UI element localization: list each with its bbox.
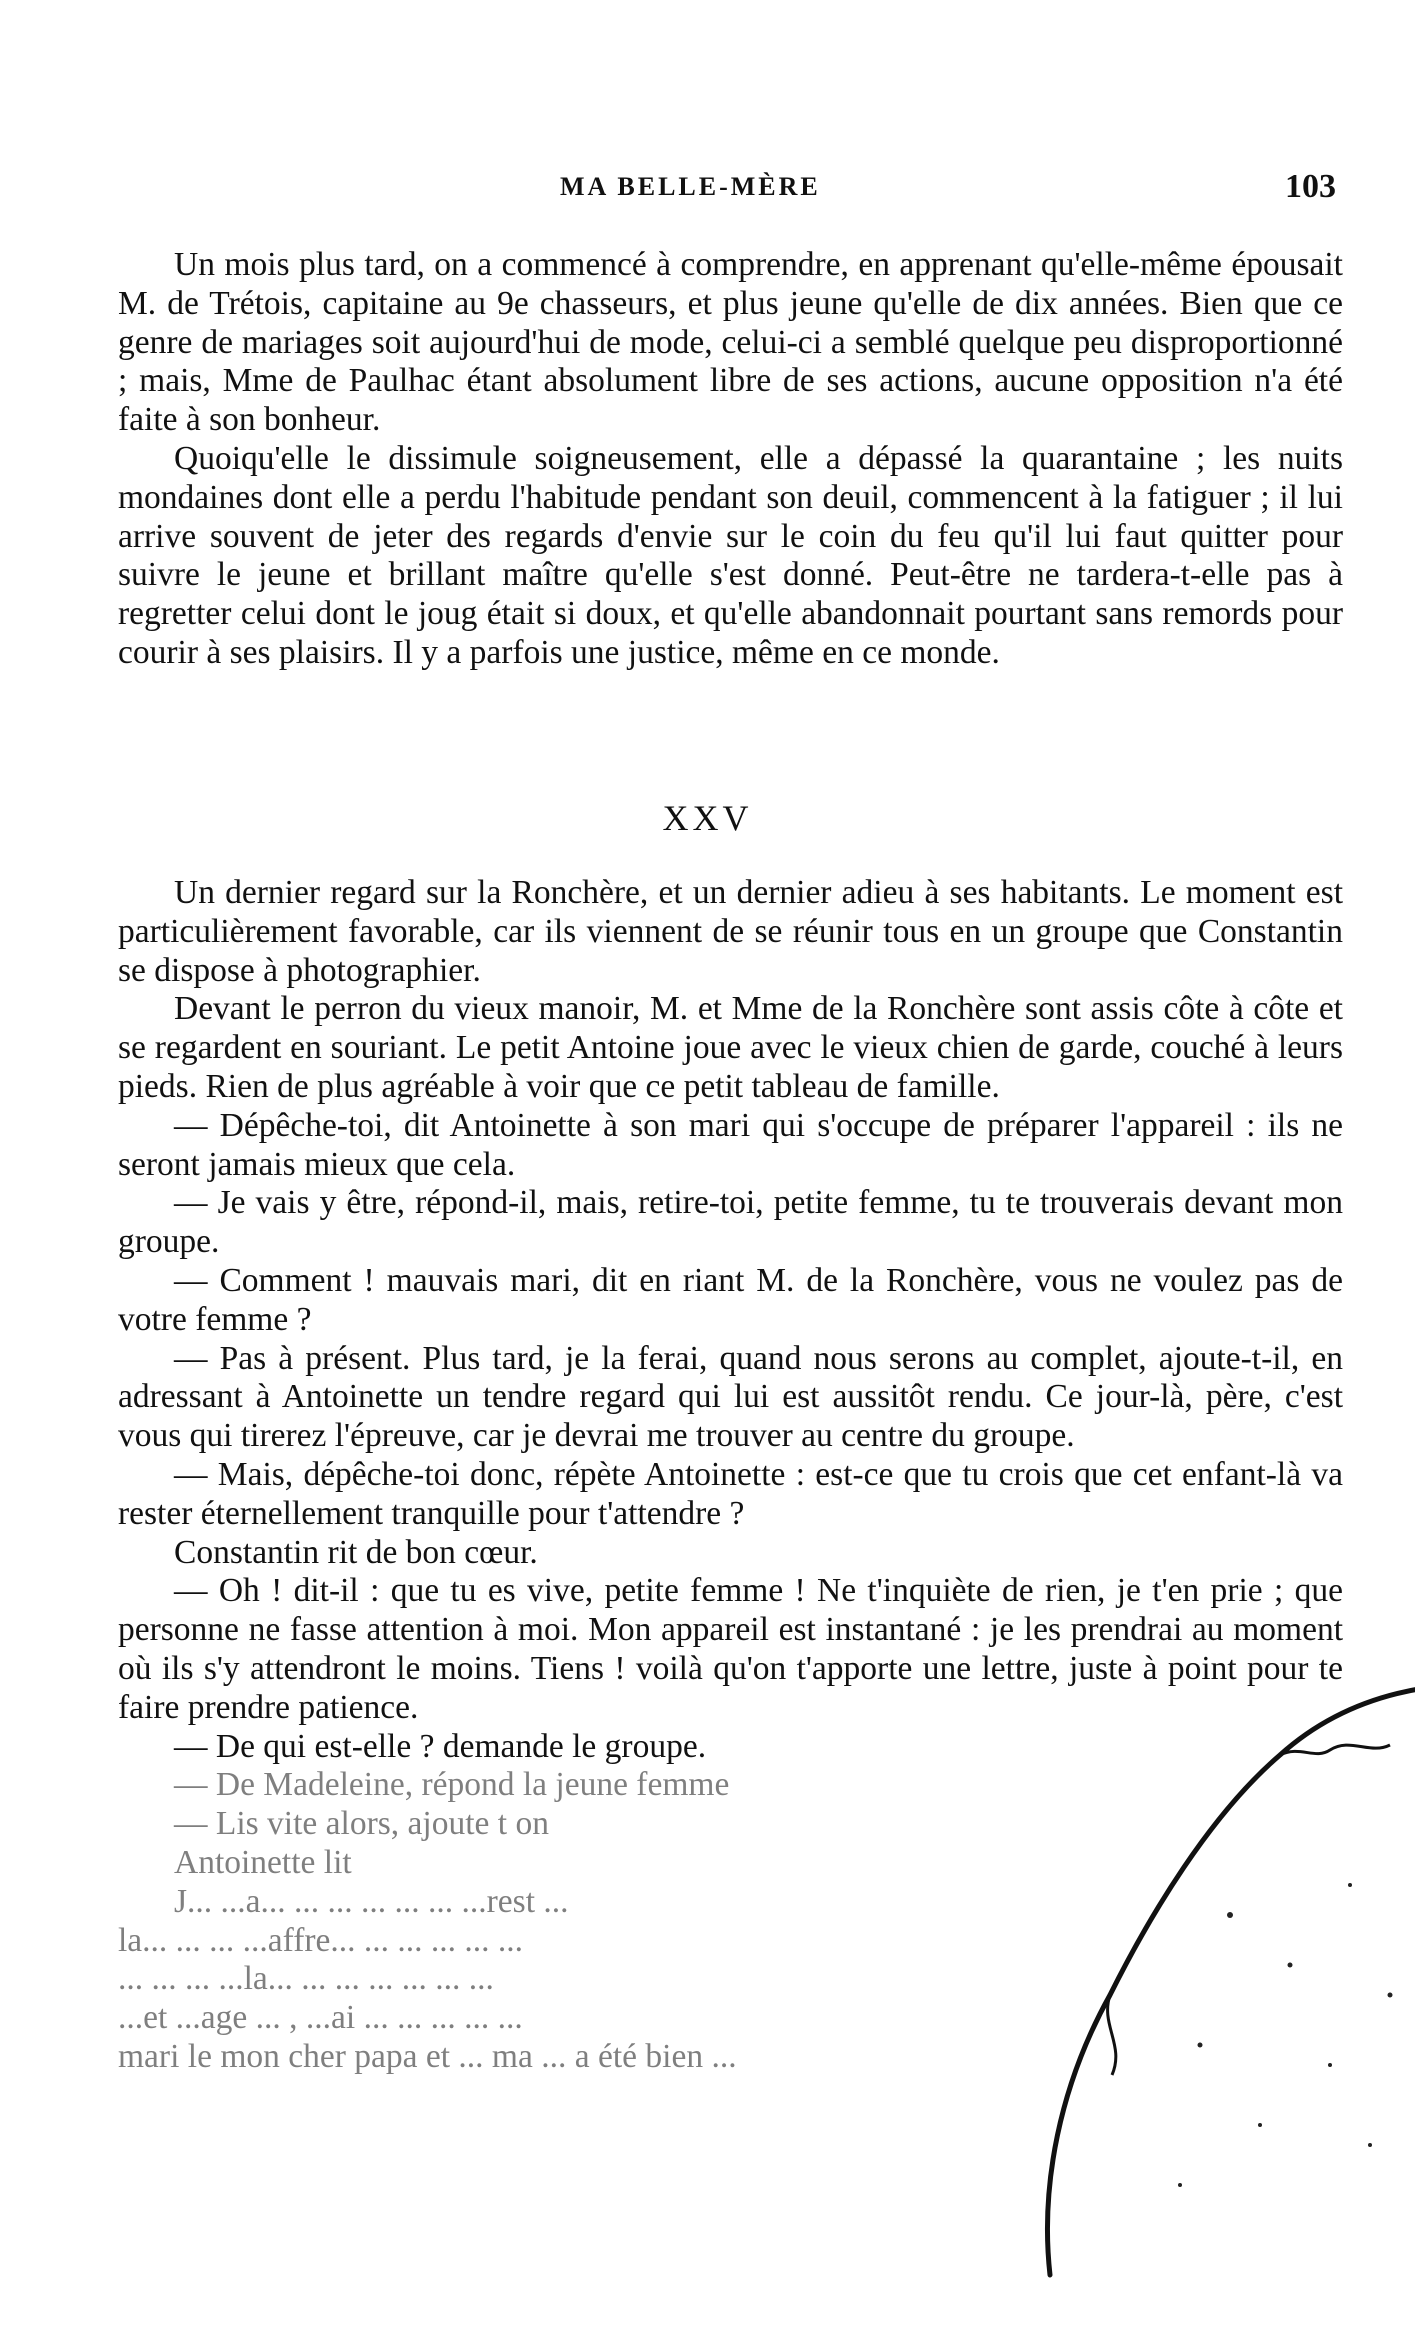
- faded-paragraph: Antoinette lit: [174, 1843, 352, 1881]
- page-number: 103: [1285, 168, 1336, 205]
- dialogue-line: — Dépêche-toi, dit Antoinette à son mari qui s'occupe de préparer l'appareil : ils ne seront jamais mieux que cela.: [118, 1106, 1343, 1183]
- paragraph: Un mois plus tard, on a commencé à comprendre, en apprenant qu'elle-même épousait M. de Trétois, capitaine au 9e chasseurs, et plus jeune qu'elle de dix années. Bien que ce genre de mariages soit aujourd'hui de mode, celui-ci a semblé quelque peu disproportionné ; mais, Mme de Paulhac étant absolument libre de ses actions, aucune opposition n'a été faite à son bonheur.: [118, 246, 1343, 439]
- faded-dialogue-line: — Lis vite alors, ajoute t on: [174, 1805, 549, 1843]
- dialogue-line: — Mais, dépêche-toi donc, répète Antoinette : est-ce que tu crois que cet enfant-là va rester éternellement tranquille pour t'attendre ?: [118, 1455, 1343, 1532]
- dialogue-line: — De qui est-elle ? demande le groupe.: [174, 1727, 707, 1765]
- chapter-heading: XXV: [662, 798, 753, 838]
- dialogue-line: — Pas à présent. Plus tard, je la ferai, quand nous serons au complet, ajoute-t-il, en adressant à Antoinette un tendre regard qui lui est aussitôt rendu. Ce jour-là, père, c'est vous qui tirerez l'épreuve, car je devrai me trouver au centre du groupe.: [118, 1339, 1343, 1455]
- letter-fragment-line: J... ...a... ... ... ... ... ... ...rest ...: [174, 1882, 569, 1920]
- paragraph: Un dernier regard sur la Ronchère, et un dernier adieu à ses habitants. Le moment est particulièrement favorable, car ils viennent de se réunir tous en un groupe que Constantin se dispose à photographier.: [118, 874, 1343, 989]
- paragraph: Quoiqu'elle le dissimule soigneusement, elle a dépassé la quarantaine ; les nuits mondaines dont elle a perdu l'habitude pendant son deuil, commencent à la fatiguer ; il lui arrive souvent de jeter des regards d'envie sur le coin du feu qu'il lui faut quitter pour suivre le jeune et brillant maître qu'elle s'est donné. Peut-être ne tardera-t-elle pas à regretter celui dont le joug était si doux, et qu'elle abandonnait pourtant sans remords pour courir à ses plaisirs. Il y a parfois une justice, même en ce monde.: [118, 439, 1343, 671]
- running-head: [0, 168, 1415, 208]
- section-1-text: [118, 246, 1343, 673]
- paragraph: Constantin rit de bon cœur.: [174, 1533, 538, 1571]
- dialogue-line: — Comment ! mauvais mari, dit en riant M. de la Ronchère, vous ne voulez pas de votre femme ?: [118, 1261, 1343, 1338]
- dialogue-line: — Oh ! dit-il : que tu es vive, petite femme ! Ne t'inquiète de rien, je t'en prie ; que personne ne fasse attention à moi. Mon appareil est instantané : je les prendrai au moment où ils s'y attendront le moins. Tiens ! voilà qu'on t'apporte une lettre, juste à point pour te faire prendre patience.: [118, 1572, 1343, 1726]
- running-title: MA BELLE-MÈRE: [560, 172, 821, 201]
- section-2-text: [118, 874, 1343, 2077]
- letter-fragment-line: la... ... ... ...affre... ... ... ... ... ...: [118, 1921, 524, 1959]
- letter-fragment-line: ...et ...age ... , ...ai ... ... ... ... ...: [118, 1999, 523, 2037]
- faded-dialogue-line: — De Madeleine, répond la jeune femme: [174, 1766, 730, 1804]
- letter-fragment-line: ... ... ... ...la... ... ... ... ... ... ...: [118, 1960, 494, 1998]
- paragraph: Devant le perron du vieux manoir, M. et Mme de la Ronchère sont assis côte à côte et se regardent en souriant. Le petit Antoine joue avec le vieux chien de garde, couché à leurs pieds. Rien de plus agréable à voir que ce petit tableau de famille.: [118, 990, 1343, 1105]
- letter-fragment-line: mari le mon cher papa et ... ma ... a été bien ...: [118, 2037, 737, 2075]
- dialogue-line: — Je vais y être, répond-il, mais, retire-toi, petite femme, tu te trouverais devant mon groupe.: [118, 1184, 1343, 1261]
